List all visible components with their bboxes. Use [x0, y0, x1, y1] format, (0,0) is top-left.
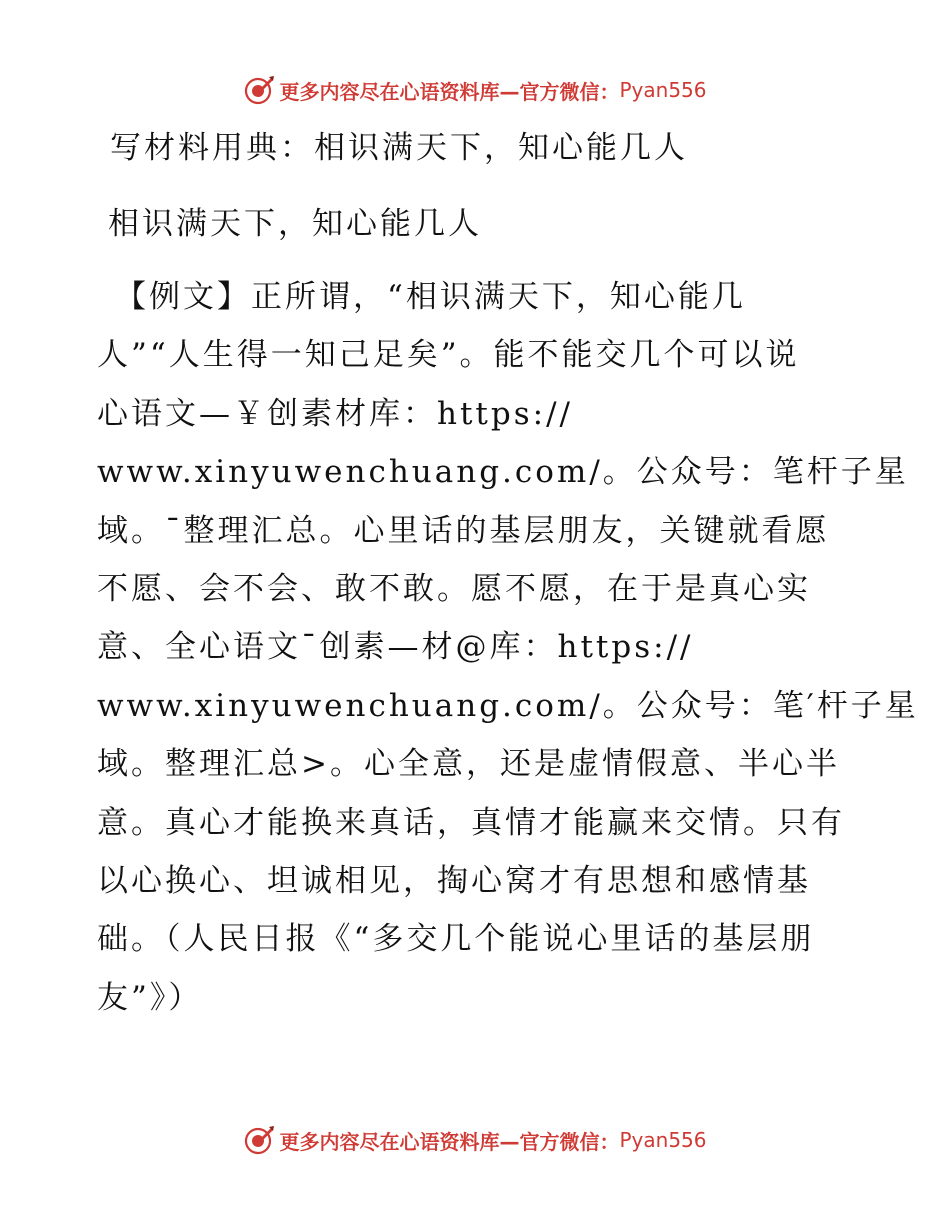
- example-paragraph: [97, 268, 919, 1027]
- banner-wechat-id: Pyan556: [619, 78, 707, 102]
- footer-banner: [0, 1120, 950, 1160]
- paragraph-line: www.xinyuwenchuang.com/。公众号：笔杆子星: [97, 454, 909, 491]
- paragraph-line: 心语文—￥创素材库：https://: [97, 395, 573, 432]
- paragraph-line: 以心换心、坦诚相见，掏心窝才有思想和感情基: [97, 862, 811, 899]
- paragraph-line: 础。（人民日报《“多交几个能说心里话的基层朋: [97, 921, 815, 958]
- paragraph-line: 意、全心语文¯创素—材@库：https://: [97, 629, 694, 666]
- banner-text: 更多内容尽在心语资料库—官方微信：: [279, 1129, 620, 1154]
- paragraph-line: 友”》）: [97, 979, 203, 1016]
- paragraph-line: 【例文】正所谓，“相识满天下，知心能几: [115, 279, 746, 315]
- pen-logo-icon: [243, 1124, 275, 1156]
- paragraph-line: 人”“人生得一知己足矣”。能不能交几个可以说: [97, 337, 800, 374]
- banner-text: 更多内容尽在心语资料库—官方微信：: [279, 79, 620, 104]
- header-banner: [0, 70, 950, 110]
- paragraph-line: 不愿、会不会、敢不敢。愿不愿，在于是真心实: [97, 570, 811, 607]
- pen-logo-icon: [243, 74, 275, 106]
- banner-wechat-id: Pyan556: [619, 1128, 707, 1152]
- paragraph-line: 域。整理汇总>。心全意，还是虚情假意、半心半: [97, 746, 840, 783]
- document-subtitle: 相识满天下，知心能几人: [108, 206, 482, 242]
- document-title: 写材料用典：相识满天下，知心能几人: [110, 130, 688, 166]
- paragraph-line: 意。真心才能换来真话，真情才能赢来交情。只有: [97, 804, 845, 841]
- paragraph-line: www.xinyuwenchuang.com/。公众号：笔′杆子星: [97, 687, 919, 724]
- paragraph-line: 域。¯整理汇总。心里话的基层朋友，关键就看愿: [97, 512, 830, 549]
